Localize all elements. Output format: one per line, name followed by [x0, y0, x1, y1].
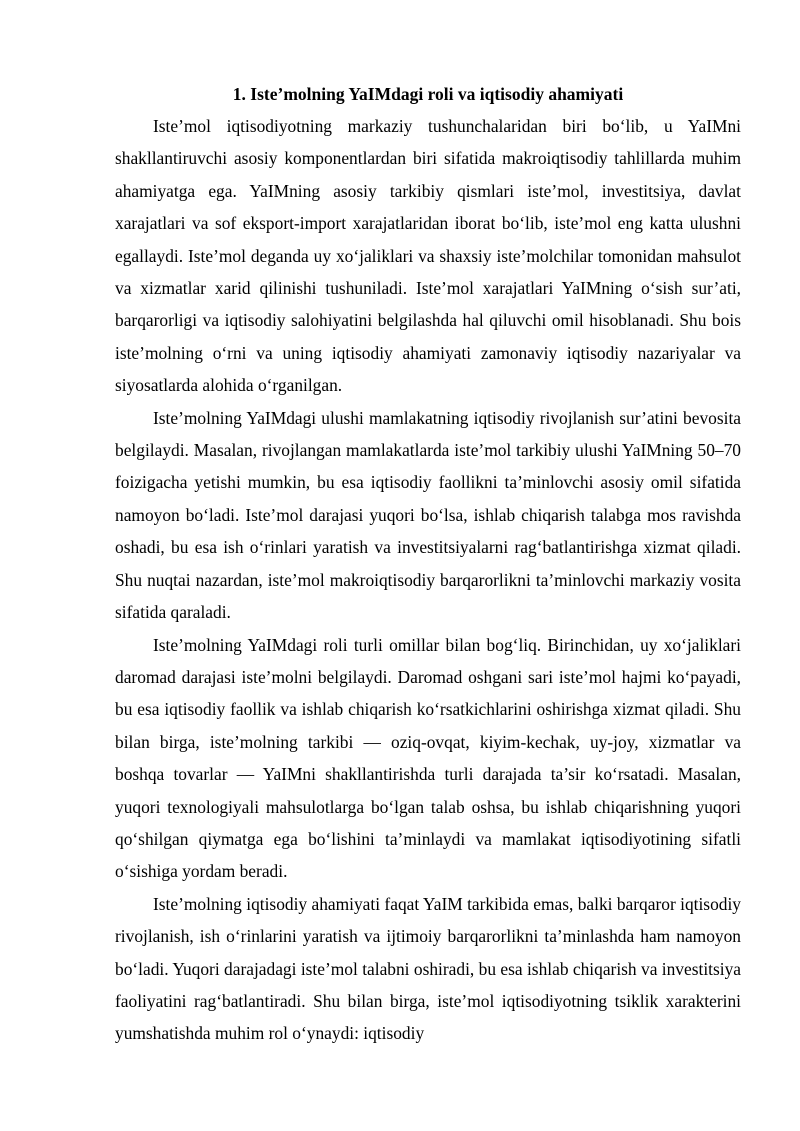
paragraph-4: Iste’molning iqtisodiy ahamiyati faqat YaIM tarkibida emas, balki barqaror iqtisodiy rivojlanish, ish o‘rinlarini yaratish va ijtimoiy barqarorlikni ta’minlashda ham namoyon bo‘ladi. Yuqori darajadagi iste’mol talabni oshiradi, bu esa ishlab chiqarish va investitsiya faoliyatini rag‘batlantiradi. Shu bilan birga, iste’mol iqtisodiyotning tsiklik xarakterini yumshatishda muhim rol o‘ynaydi: iqtisodiy	[115, 893, 741, 1044]
paragraph-2: Iste’molning YaIMdagi ulushi mamlakatning iqtisodiy rivojlanish sur’atini bevosita belgilaydi. Masalan, rivojlangan mamlakatlarda iste’mol tarkibiy ulushi YaIMning 50–70 foizigacha yetishi mumkin, bu esa iqtisodiy faollikni ta’minlovchi asosiy omil sifatida namoyon bo‘ladi. Iste’mol darajasi yuqori bo‘lsa, ishlab chiqarish talabga mos ravishda oshadi, bu esa ish o‘rinlari yaratish va investitsiyalarni rag‘batlantirishga xizmat qiladi. Shu nuqtai nazardan, iste’mol makroiqtisodiy barqarorlikni ta’minlovchi markaziy vosita sifatida qaraladi.	[115, 407, 741, 623]
section-title: 1. Iste’molning YaIMdagi roli va iqtisodiy ahamiyati	[232, 84, 624, 104]
paragraph-3: Iste’molning YaIMdagi roli turli omillar bilan bog‘liq. Birinchidan, uy xo‘jaliklari daromad darajasi iste’molni belgilaydi. Daromad oshgani sari iste’mol hajmi ko‘payadi, bu esa iqtisodiy faollik va ishlab chiqarish ko‘rsatkichlarini oshirishga xizmat qiladi. Shu bilan birga, iste’molning tarkibi — oziq-ovqat, kiyim-kechak, uy-joy, xizmatlar va boshqa tovarlar — YaIMni shakllantirishda turli darajada ta’sir ko‘rsatadi. Masalan, yuqori texnologiyali mahsulotlarga bo‘lgan talab oshsa, bu ishlab chiqarishning yuqori qo‘shilgan qiymatga ega bo‘lishini ta’minlaydi va mamlakat iqtisodiyotining sifatli o‘sishiga yordam beradi.	[115, 634, 741, 882]
paragraph-1: Iste’mol iqtisodiyotning markaziy tushunchalaridan biri bo‘lib, u YaIMni shakllantiruvchi asosiy komponentlardan biri sifatida makroiqtisodiy tahlillarda muhim ahamiyatga ega. YaIMning asosiy tarkibiy qismlari iste’mol, investitsiya, davlat xarajatlari va sof eksport-import xarajatlaridan iborat bo‘lib, iste’mol eng katta ulushni egallaydi. Iste’mol deganda uy xo‘jaliklari va shaxsiy iste’molchilar tomonidan mahsulot va xizmatlar xarid qilinishi tushuniladi. Iste’mol xarajatlari YaIMning o‘sish sur’ati, barqarorligi va iqtisodiy salohiyatini belgilashda hal qiluvchi omil hisoblanadi. Shu bois iste’molning o‘rni va uning iqtisodiy ahamiyati zamonaviy iqtisodiy nazariyalar va siyosatlarda alohida o‘rganilgan.	[115, 116, 741, 396]
document-page	[115, 60, 741, 1050]
